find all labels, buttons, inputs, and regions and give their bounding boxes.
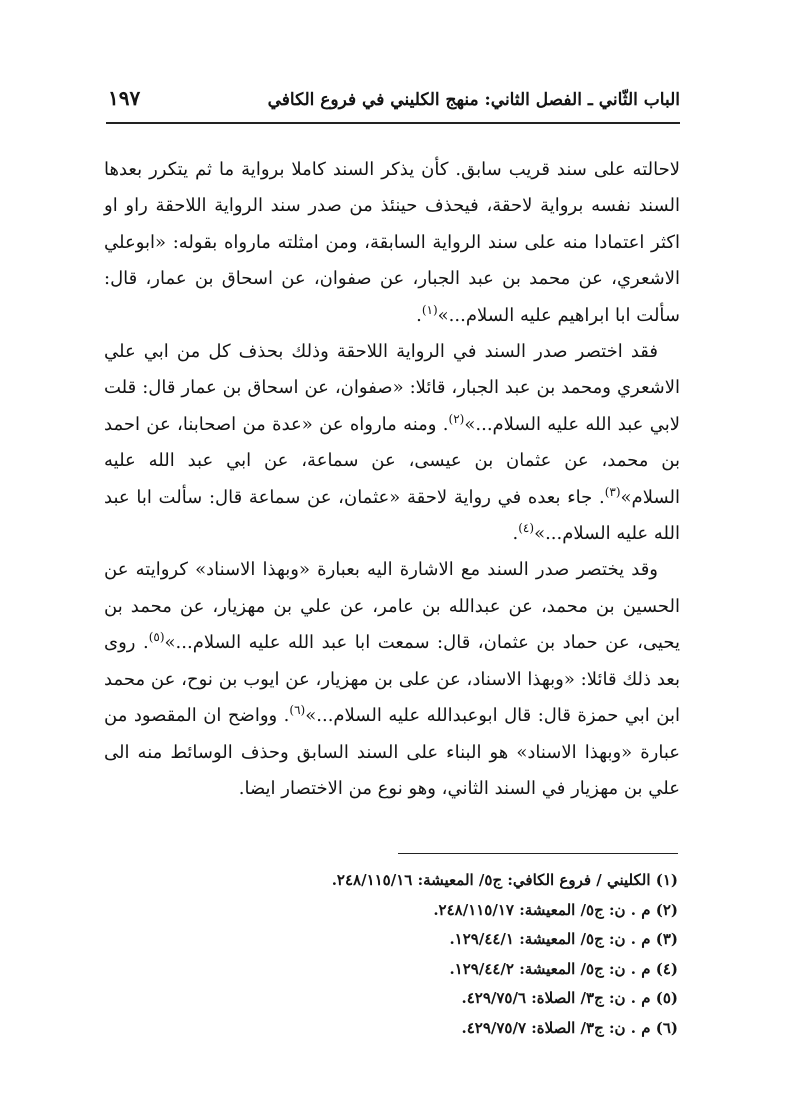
footnote: (١) الكليني / فروع الكافي: ج٥/ المعيشة: ٢٤٨/١١٥/١٦. (331, 871, 678, 889)
paragraph-3 (104, 552, 680, 807)
text-segment: فقد اختصر صدر السند في الرواية اللاحقة وذلك بحذف كل من ابي علي الاشعري ومحمد بن عبد الجبار، قائلا: «صفوان، عن اسحاق بن عمار قال: قلت لابي عبد الله عليه السلام...» (104, 341, 680, 435)
footnote-ref-5: (٥) (148, 630, 165, 645)
text-segment: لاحالته على سند قريب سابق. كأن يذكر السند كاملا برواية ما ثم يتكرر بعدها السند نفسه برواية لاحقة، فيحذف حينئذ من صدر سند الرواية اللاحقة راو او اكثر اعتمادا منه على سند الرواية السابقة، ومن امثلته مارواه بقوله: «ابوعلي الاشعري، عن محمد بن عبد الجبار، عن صفوان، عن اسحاق بن عمار، قال: سألت ابا ابراهيم عليه السلام...» (104, 159, 680, 326)
footnote-rule (398, 853, 678, 854)
footnote: (٤) م . ن: ج٥/ المعيشة: ١٢٩/٤٤/٢. (449, 959, 678, 978)
page-number: ١٩٧ (108, 86, 141, 110)
footnote: (٦) م . ن: ج٣/ الصلاة: ٤٢٩/٧٥/٧. (461, 1018, 678, 1037)
footnote-ref-2: (٢) (448, 411, 465, 426)
body-text (104, 152, 680, 807)
footnote-ref-4: (٤) (518, 521, 535, 536)
text-segment: . (416, 304, 422, 326)
header-rule (106, 122, 680, 124)
footnote-ref-1: (١) (421, 302, 438, 317)
text-segment: . وواضح ان المقصود من عبارة «وبهذا الاسناد» هو البناء على السند السابق وحذف الوسائط منه الى علي بن مهزيار في السند الثاني، وهو نوع من الاختصار ايضا. (104, 705, 680, 799)
footnote: (٥) م . ن: ج٣/ الصلاة: ٤٢٩/٧٥/٦. (461, 989, 678, 1008)
footnote: (٢) م . ن: ج٥/ المعيشة: ٢٤٨/١١٥/١٧. (433, 900, 678, 919)
footnote-ref-3: (٣) (604, 484, 621, 499)
paragraph-1 (104, 152, 680, 334)
text-segment: . جاء بعده في رواية لاحقة «عثمان، عن سماعة قال: سألت ابا عبد الله عليه السلام...» (104, 486, 680, 545)
text-segment: . روى بعد ذلك قائلا: «وبهذا الاسناد، عن على بن مهزيار، عن ايوب بن نوح، عن محمد ابن ابي حمزة قال: قال ابوعبدالله عليه السلام...» (104, 632, 680, 727)
footnote-ref-6: (٦) (289, 703, 306, 718)
text-segment: . (512, 523, 519, 545)
paragraph-2 (104, 334, 680, 552)
header-title: الباب الثّاني ـ الفصل الثاني: منهج الكليني في فروع الكافي (267, 90, 680, 110)
text-segment: وقد يختصر صدر السند مع الاشارة اليه بعبارة «وبهذا الاسناد» كروايته عن الحسين بن محمد، عن عبدالله بن عامر، عن علي بن مهزيار، عن محمد بن يحيى، عن حماد بن عثمان، قال: سمعت ابا عبد الله عليه السلام...» (104, 559, 681, 654)
running-header (108, 86, 680, 110)
footnote: (٣) م . ن: ج٥/ المعيشة: ١٢٩/٤٤/١. (449, 930, 678, 949)
footnotes (300, 866, 678, 1044)
text-segment: . ومنه مارواه عن «عدة من اصحابنا، عن احمد بن محمد، عن عثمان بن عيسى، عن سماعة، عن ابي عبد الله عليه السلام» (104, 413, 680, 508)
